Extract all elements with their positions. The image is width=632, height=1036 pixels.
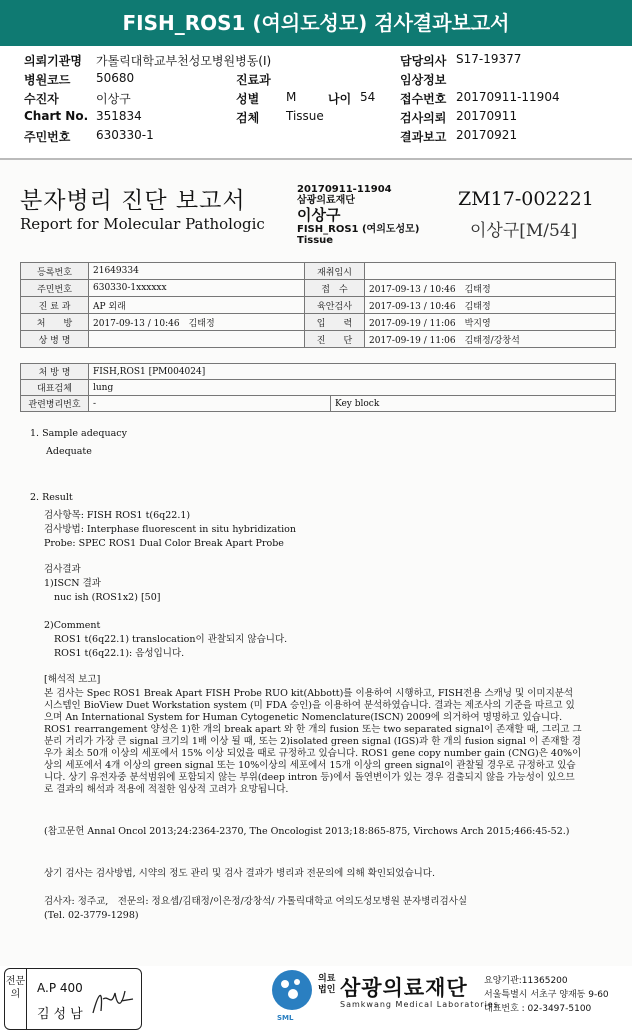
- table-cell: 2017-09-19 / 11:06 박지영: [365, 314, 616, 331]
- report-date-value: 20170921: [456, 128, 518, 142]
- stamp-name: 김성남: [37, 1007, 87, 1022]
- table-row: [21, 396, 616, 412]
- section-sample-title: 1. Sample adequacy: [30, 428, 127, 439]
- key-block-cell: Key block: [331, 396, 616, 412]
- chart-label: Chart No.: [24, 109, 89, 123]
- org-prefix-line: 의료: [318, 974, 336, 984]
- reception-value: 20170911-11904: [456, 90, 560, 104]
- signature-icon: [91, 985, 135, 1019]
- table-cell: lung: [89, 380, 616, 396]
- sex-value: M: [286, 90, 297, 104]
- patient-meta: [24, 52, 614, 147]
- table-cell: 21649334: [89, 263, 305, 280]
- table-header-cell: 진 료 과: [21, 297, 89, 314]
- sample-adequacy-value: Adequate: [46, 446, 92, 457]
- table-cell: [365, 263, 616, 280]
- iscn-value: nuc ish (ROS1x2) [50]: [54, 592, 161, 603]
- org-phone: 대표번호 : 02-3497-5100: [484, 1004, 592, 1014]
- sml-logo-icon: [272, 970, 312, 1010]
- table-cell: -: [89, 396, 331, 412]
- clinical-label: 임상정보: [400, 73, 447, 87]
- test-item: 검사항목: FISH ROS1 t(6q22.1): [44, 510, 191, 521]
- id-value: 630330-1: [96, 128, 154, 142]
- table-header-cell: 입 력: [305, 314, 365, 331]
- comment-heading: 2)Comment: [44, 620, 101, 631]
- report-title-korean: 분자병리 진단 보고서: [20, 188, 246, 214]
- table-header-cell: 접 수: [305, 280, 365, 297]
- table-header-cell: 주민번호: [21, 280, 89, 297]
- comment-line-2: ROS1 t(6q22.1): 음성입니다.: [54, 648, 185, 659]
- table-cell: 2017-09-13 / 10:46 김태정: [89, 314, 305, 331]
- label-test-name: FISH_ROS1 (여의도성모): [297, 224, 420, 235]
- receiver-label: 수진자: [24, 92, 59, 106]
- table-row: [21, 364, 616, 380]
- report-title: FISH_ROS1 (여의도성모) 검사결과보고서: [0, 0, 632, 46]
- pathology-patient: 이상구[M/54]: [470, 221, 578, 241]
- doctor-value: S17-19377: [456, 52, 522, 66]
- interpretation-heading: [해석적 보고]: [44, 674, 101, 685]
- specimen-value: Tissue: [286, 109, 324, 123]
- id-label: 주민번호: [24, 130, 71, 144]
- table-header-cell: 처 방 명: [21, 364, 89, 380]
- stamp-vertical-label: 전문의: [5, 969, 27, 1029]
- table-row: [21, 314, 616, 331]
- chart-value: 351834: [96, 109, 142, 123]
- table-cell: 2017-09-13 / 10:46 김태정: [365, 280, 616, 297]
- table-cell: FISH,ROS1 [PM004024]: [89, 364, 616, 380]
- org-english-name: Samkwang Medical Laboratories: [340, 1000, 499, 1009]
- label-reception-number: 20170911-11904: [297, 184, 392, 195]
- table-header-cell: 진 단: [305, 331, 365, 348]
- table-header-cell: 등록번호: [21, 263, 89, 280]
- test-method: 검사방법: Interphase fluorescent in situ hybridization: [44, 524, 296, 535]
- code-value: 50680: [96, 71, 135, 85]
- specimen-label-sticker: [297, 184, 447, 246]
- table-row: [21, 297, 616, 314]
- org-name: 삼광의료재단: [340, 976, 468, 1000]
- probe: Probe: SPEC ROS1 Dual Color Break Apart Probe: [44, 538, 284, 549]
- table-header-cell: 관련병리번호: [21, 396, 89, 412]
- org-code: 요양기관:11365200: [484, 976, 568, 986]
- code-label: 병원코드: [24, 73, 71, 87]
- comment-line-1: ROS1 t(6q22.1) translocation이 관찰되지 않습니다.: [54, 634, 288, 645]
- table-header-cell: 상 병 명: [21, 331, 89, 348]
- table-header-cell: 처 방: [21, 314, 89, 331]
- footer: [0, 966, 632, 1036]
- examiner-text: 검사자: 정주교, 전문의: 정요셉/김태정/이은정/강창석/ 가톨릭대학교 여의도성모병원 분자병리검사실: [44, 896, 468, 907]
- org-contact: [484, 974, 609, 1016]
- reception-label: 접수번호: [400, 92, 447, 106]
- stamp-license: A.P 400: [37, 981, 83, 995]
- table-row: [21, 380, 616, 396]
- scanned-report: [0, 160, 632, 966]
- label-specimen: Tissue: [297, 235, 334, 246]
- table-cell: 2017-09-19 / 11:06 김태정/강창석: [365, 331, 616, 348]
- table-header-cell: 재취임시: [305, 263, 365, 280]
- request-value: 20170911: [456, 109, 518, 123]
- table-row: [21, 280, 616, 297]
- result-heading: 검사결과: [44, 564, 81, 575]
- hospital-value: 가톨릭대학교부천성모병원병동(I): [96, 54, 272, 68]
- org-prefix: [318, 974, 335, 996]
- age-value: 54: [360, 90, 376, 104]
- report-date-label: 결과보고: [400, 130, 447, 144]
- age-label: 나이: [328, 92, 352, 106]
- table-cell: [89, 331, 305, 348]
- confirmation-text: 상기 검사는 검사방법, 시약의 정도 관리 및 검사 결과가 병리과 전문의에 의해 확인되었습니다.: [44, 868, 436, 879]
- table-cell: 2017-09-13 / 10:46 김태정: [365, 297, 616, 314]
- label-org: 삼광의료재단: [297, 195, 355, 206]
- registration-table: [20, 262, 616, 348]
- logo-caption: SML: [277, 1014, 294, 1022]
- pathologist-stamp: [4, 968, 142, 1030]
- lab-phone: (Tel. 02-3779-1298): [44, 910, 139, 921]
- reference-text: (참고문헌 Annal Oncol 2013;24:2364-2370, The Oncologist 2013;18:865-875, Virchows Arch 2015;466:45-52.): [44, 826, 570, 837]
- dept-label: 진료과: [236, 73, 271, 87]
- pathology-number: ZM17-002221: [458, 188, 594, 210]
- hospital-label: 의뢰기관명: [24, 54, 82, 68]
- label-patient-name: 이상구: [297, 206, 341, 224]
- order-table: [20, 363, 616, 412]
- interpretation-text: 본 검사는 Spec ROS1 Break Apart FISH Probe RUO kit(Abbott)를 이용하여 시행하고, FISH전용 스캐닝 및 이미지분석시스템인 BioView Duet Workstation system (미 FDA 승인)을 이용하여 분석하였습니다. 결과는 제조사의 기준을 따르고 있으며 An International System for Human Cytogenetic Nomenclature(ISCN) 2009에 의거하여 명명하고 있습니다. ROS1 rearrangement 양성은 1)한 개의 break apart 와 한 개의 fusion 또는 two separated signal이 존재할 때, 그리고 그 분리 거리가 가장 큰 signal 크기의 1배 이상 될 때, 또는 2)isolated green signal (IGS)과 한 개의 fusion signal 이 존재할 경우가 최소 50개 이상의 세포에서 15% 이상 되었을 때로 규정하고 있습니다. ROS1 gene copy number gain (CNG)은 40%이상의 세포에서 4개 이상의 green signal 또는 10%이상의 세포에서 15개 이상의 green signal이 관찰될 경우로 규정하고 있습니다. 상기 유전자중 분석범위에 포함되지 않는 부위(deep intron 등)에서 돌연변이가 있는 경우 검출되지 않을 가능성이 있으므로 결과의 해석과 적용에 적절한 임상적 고려가 요망됩니다.: [44, 688, 582, 795]
- org-prefix-line: 법인: [318, 985, 336, 995]
- table-row: [21, 331, 616, 348]
- report-title-english: Report for Molecular Pathologic: [20, 215, 265, 233]
- sex-label: 성별: [236, 92, 260, 106]
- section-result-title: 2. Result: [30, 492, 73, 503]
- table-cell: AP 외래: [89, 297, 305, 314]
- table-header-cell: 대표검체: [21, 380, 89, 396]
- table-cell: 630330-1xxxxxx: [89, 280, 305, 297]
- iscn-heading: 1)ISCN 결과: [44, 578, 101, 589]
- request-label: 검사의뢰: [400, 111, 447, 125]
- org-address: 서울특별시 서초구 양재동 9-60: [484, 990, 609, 1000]
- doctor-label: 담당의사: [400, 54, 447, 68]
- receiver-value: 이상구: [96, 92, 131, 106]
- specimen-label: 검체: [236, 111, 260, 125]
- table-header-cell: 육안검사: [305, 297, 365, 314]
- table-row: [21, 263, 616, 280]
